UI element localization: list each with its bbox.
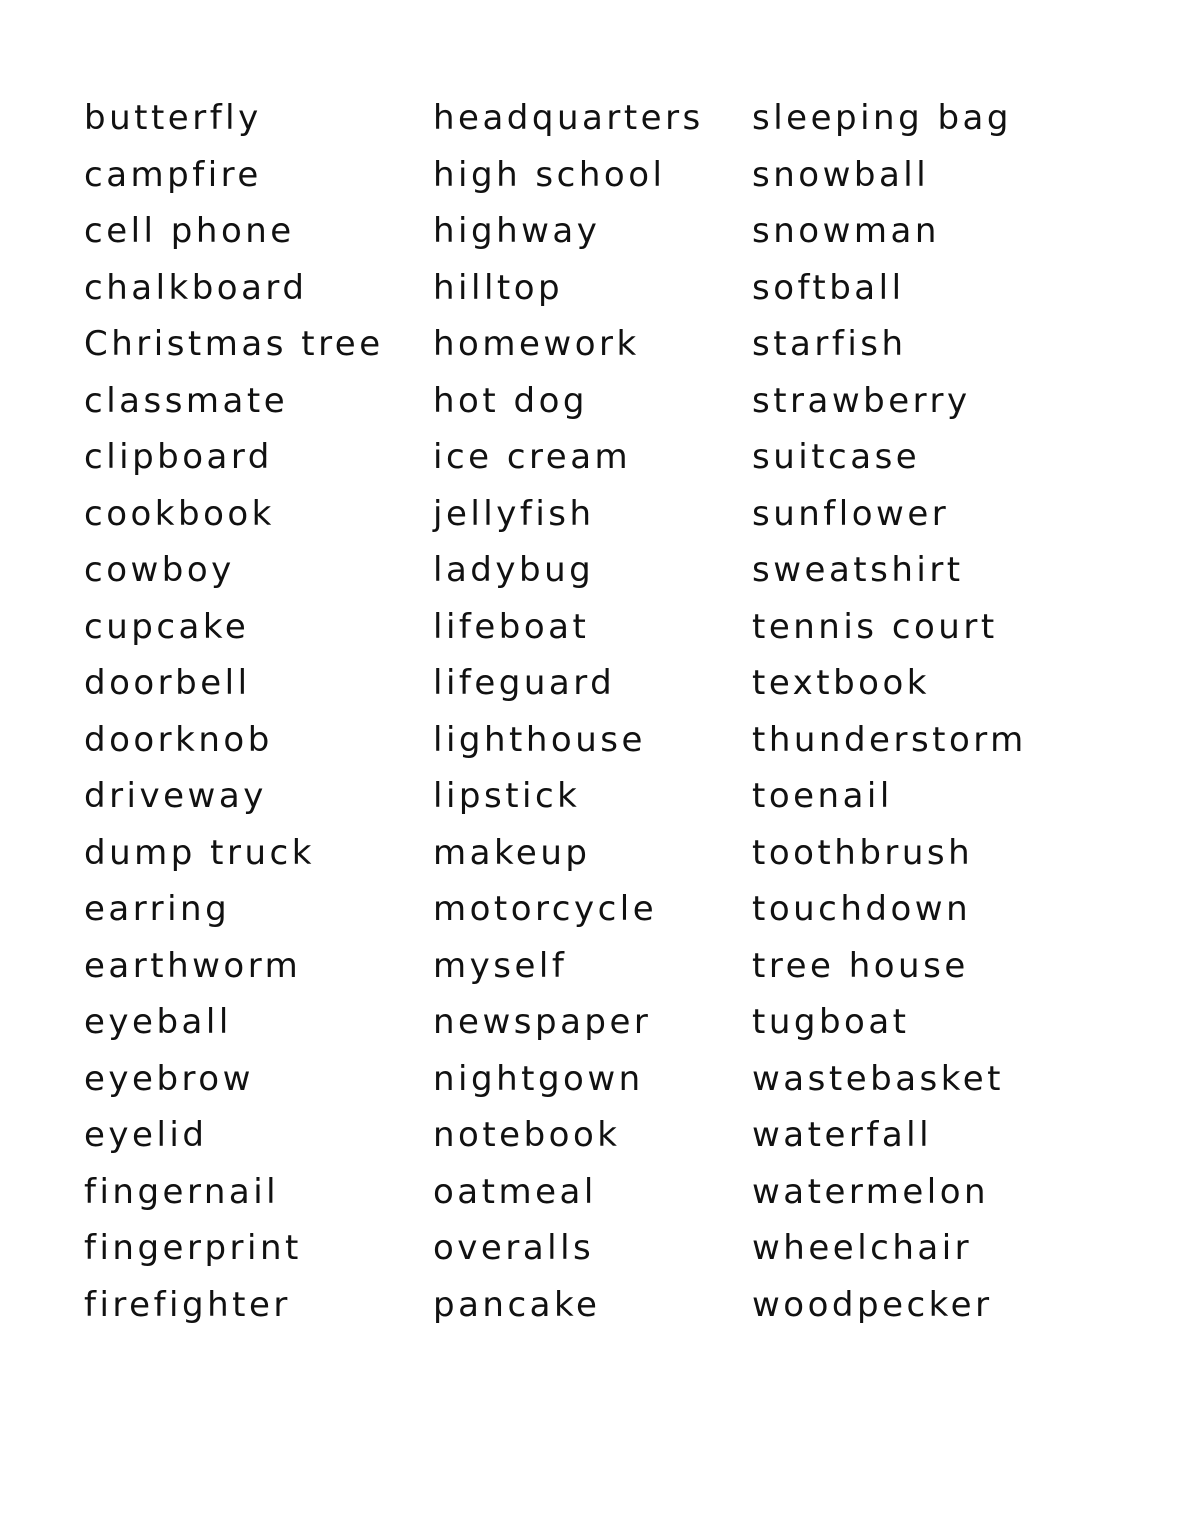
word-list-item: toenail [752, 776, 893, 816]
word-list-item: thunderstorm [752, 719, 1027, 760]
word-list-item: fingernail [84, 1171, 280, 1212]
word-list-item: doorknob [84, 719, 273, 760]
word-list-item: tugboat [752, 1002, 910, 1042]
word-list-item: clipboard [84, 437, 273, 477]
word-list-item: classmate [84, 380, 289, 421]
word-list-item: cookbook [84, 493, 275, 534]
word-list-item: makeup [433, 832, 591, 873]
word-list-item: strawberry [752, 380, 971, 421]
word-list-item: notebook [433, 1115, 621, 1155]
word-column-3 [752, 90, 1027, 1333]
word-list-item: lighthouse [433, 719, 646, 760]
word-list-item: tennis court [752, 606, 998, 647]
word-list-item: lifeboat [433, 606, 590, 647]
word-list-item: overalls [433, 1228, 595, 1268]
word-list-item: ice cream [433, 437, 632, 477]
word-list-item: wheelchair [752, 1228, 973, 1268]
word-list-item: eyeball [84, 1002, 232, 1042]
word-list-item: suitcase [752, 437, 921, 477]
word-list-item: toothbrush [752, 832, 974, 873]
word-list-item: hilltop [433, 267, 564, 308]
word-list-item: homework [433, 324, 640, 364]
word-list-item: hot dog [433, 380, 588, 421]
word-list-item: sunflower [752, 493, 950, 534]
word-list-item: myself [433, 945, 568, 986]
word-list-item: eyebrow [84, 1058, 254, 1099]
word-list-item: starfish [752, 324, 907, 364]
word-list-item: motorcycle [433, 889, 658, 929]
word-list-item: tree house [752, 945, 969, 986]
word-list-item: textbook [752, 663, 930, 703]
word-list-item: doorbell [84, 663, 251, 703]
word-list-item: highway [433, 211, 601, 251]
word-list-item: oatmeal [433, 1171, 597, 1212]
word-list-item: jellyfish [433, 493, 595, 534]
word-list-item: nightgown [433, 1058, 644, 1099]
word-list-item: newspaper [433, 1002, 652, 1042]
word-list-item: lifeguard [433, 663, 616, 703]
word-list-item: cell phone [84, 211, 295, 251]
word-list-item: cowboy [84, 550, 235, 590]
word-list-item: fingerprint [84, 1228, 302, 1268]
word-list-item: snowman [752, 211, 940, 251]
word-list-item: woodpecker [752, 1284, 993, 1325]
word-list-item: sleeping bag [752, 98, 1012, 138]
word-list-item: ladybug [433, 550, 595, 590]
word-list-item: earthworm [84, 945, 302, 986]
word-list-item: pancake [433, 1284, 601, 1325]
word-list-item: chalkboard [84, 267, 308, 308]
word-list-item: sweatshirt [752, 550, 964, 590]
word-list-item: softball [752, 267, 905, 308]
word-column-1 [84, 90, 384, 1333]
word-list-item: cupcake [84, 606, 250, 647]
word-list-item: wastebasket [752, 1058, 1004, 1099]
word-list-item: eyelid [84, 1115, 208, 1155]
word-list-item: waterfall [752, 1115, 933, 1155]
word-list-item: touchdown [752, 889, 972, 929]
word-list-item: butterfly [84, 98, 262, 138]
word-list-item: firefighter [84, 1284, 291, 1325]
word-list-item: snowball [752, 154, 930, 195]
word-list-item: driveway [84, 776, 267, 816]
word-list-item: campfire [84, 154, 262, 195]
word-list-item: watermelon [752, 1171, 990, 1212]
word-column-2 [433, 90, 704, 1333]
word-list-item: earring [84, 889, 231, 929]
word-list-item: Christmas tree [84, 324, 384, 364]
word-list-item: headquarters [433, 98, 704, 138]
word-list-item: high school [433, 154, 666, 195]
word-list-item: dump truck [84, 832, 315, 873]
word-list-item: lipstick [433, 776, 581, 816]
